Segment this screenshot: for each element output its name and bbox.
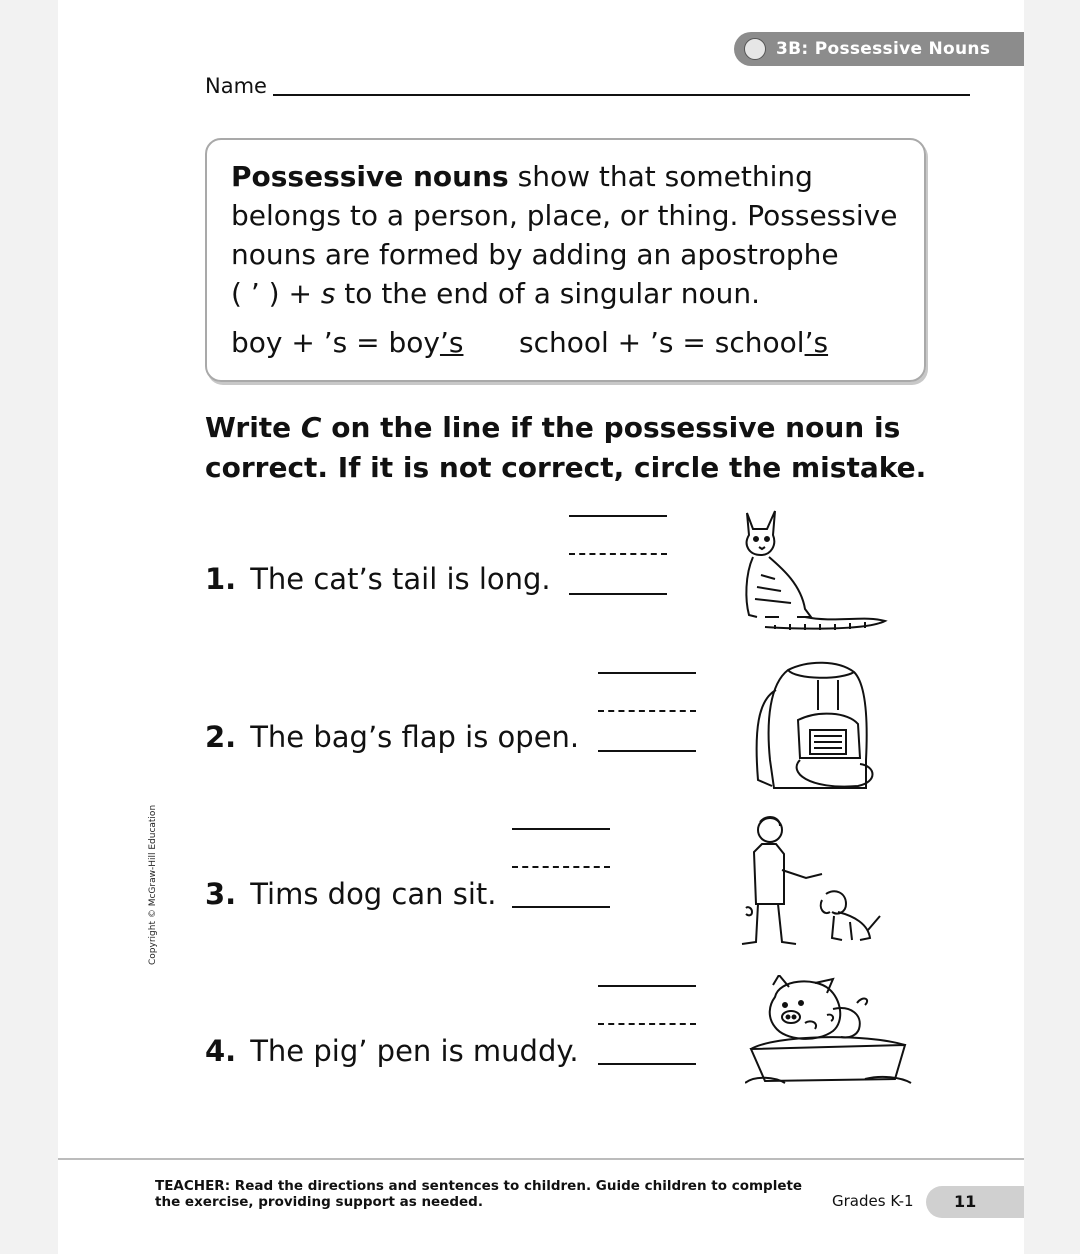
- cat-illustration: [735, 505, 890, 635]
- example-school: school + ’s = school’s: [519, 326, 829, 359]
- lesson-tag: [734, 32, 1024, 66]
- answer-line-mid: [598, 1023, 696, 1025]
- answer-line-mid: [569, 553, 667, 555]
- answer-line-top: [598, 672, 696, 674]
- rule-term: Possessive nouns: [231, 160, 509, 193]
- directions: Write C on the line if the possessive noun is correct. If it is not correct, circle the mistake.: [205, 411, 927, 484]
- rule-text: Possessive nouns show that something belongs to a person, place, or thing. Possessive nouns are formed by adding an apostrophe ( ’ ) + s to the end of a singular noun.: [231, 160, 898, 310]
- item-4: 4. The pig’ pen is muddy.: [205, 1034, 579, 1068]
- item-2: 2. The bag’s flap is open.: [205, 720, 580, 754]
- example-boy: boy + ’s = boy’s: [231, 326, 464, 359]
- boy-and-dog-illustration: [738, 812, 888, 950]
- backpack-illustration: [748, 660, 890, 795]
- answer-line-2[interactable]: [598, 750, 696, 752]
- answer-line-4[interactable]: [598, 1063, 696, 1065]
- item-3: 3. Tims dog can sit.: [205, 877, 497, 911]
- pig-illustration: [745, 975, 913, 1087]
- grade-level: Grades K-1: [832, 1192, 914, 1210]
- answer-line-top: [512, 828, 610, 830]
- name-line[interactable]: [273, 94, 970, 96]
- answer-line-mid: [598, 710, 696, 712]
- footer-divider: [58, 1158, 1024, 1160]
- tag-dot-icon: [744, 38, 766, 60]
- teacher-note: TEACHER: Read the directions and sentences to children. Guide children to complete the exercise, providing support as needed.: [155, 1178, 803, 1210]
- item-1: 1. The cat’s tail is long.: [205, 562, 551, 596]
- lesson-tag-label: 3B: Possessive Nouns: [776, 39, 991, 59]
- answer-line-top: [569, 515, 667, 517]
- answer-line-1[interactable]: [569, 593, 667, 595]
- name-label: Name: [205, 74, 267, 98]
- answer-line-3[interactable]: [512, 906, 610, 908]
- answer-line-mid: [512, 866, 610, 868]
- answer-line-top: [598, 985, 696, 987]
- copyright-notice: Copyright © McGraw-Hill Education: [148, 804, 158, 965]
- page-number: 11: [954, 1192, 977, 1211]
